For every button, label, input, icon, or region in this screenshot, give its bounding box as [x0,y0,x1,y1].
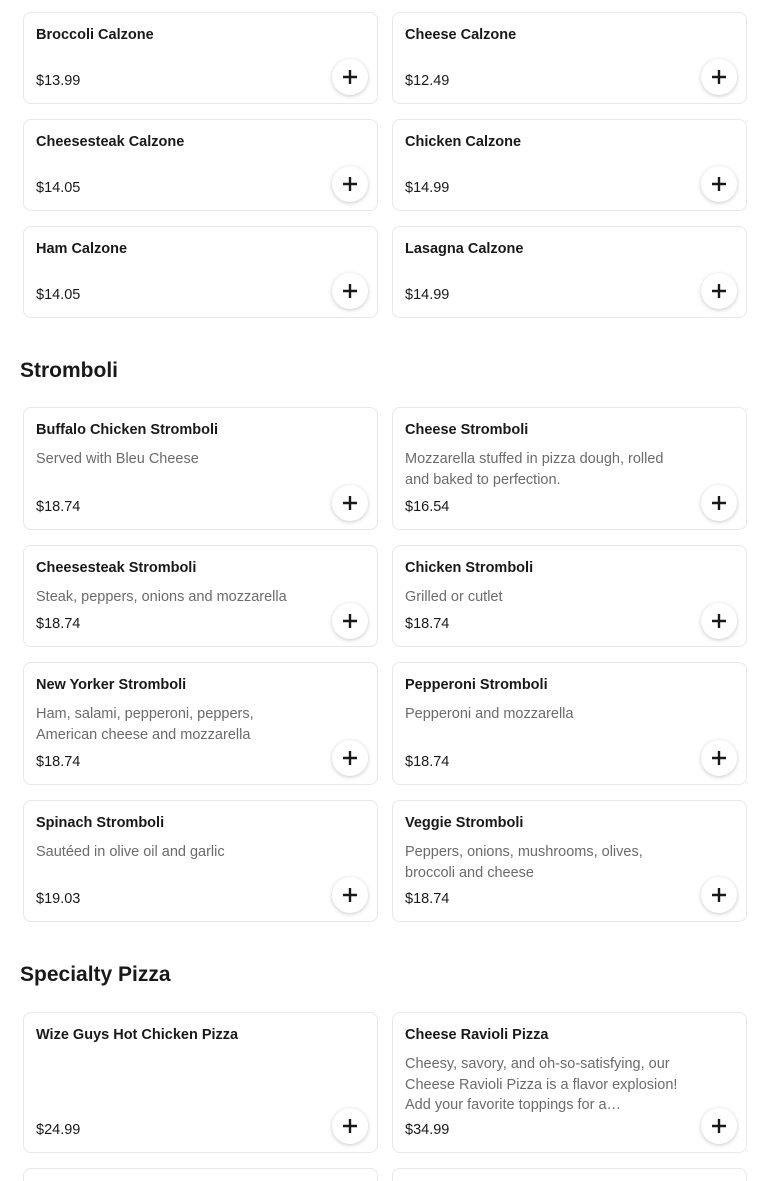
add-item-button[interactable] [332,740,368,776]
add-item-button[interactable] [701,166,737,202]
item-name: Buffalo Chicken Stromboli [36,422,219,438]
item-price: $16.54 [405,499,450,515]
item-price: $34.99 [405,1122,450,1138]
add-item-button[interactable] [701,485,737,521]
plus-icon [342,1118,358,1134]
item-price: $18.74 [405,891,450,907]
menu-item-card[interactable] [23,662,378,785]
add-item-button[interactable] [332,485,368,521]
plus-icon [342,750,358,766]
item-description: Cheesy, savory, and oh-so-satisfying, our Cheese Ravioli Pizza is a flavor explosion! Add your favorite toppings for a… [405,1056,678,1113]
item-price: $18.74 [36,754,81,770]
menu-item-card[interactable] [23,226,378,318]
item-price: $14.05 [36,287,81,303]
plus-icon [711,176,727,192]
item-price: $14.99 [405,180,450,196]
add-item-button[interactable] [332,273,368,309]
item-name: Ham Calzone [36,241,128,257]
add-item-button[interactable] [701,603,737,639]
item-name: Cheese Ravioli Pizza [405,1027,549,1043]
menu-item-card[interactable] [23,545,378,647]
menu-item-card[interactable] [23,407,378,530]
item-name: Cheese Stromboli [405,422,529,438]
plus-icon [342,495,358,511]
menu-item-card[interactable] [392,12,747,104]
plus-icon [342,613,358,629]
item-price: $24.99 [36,1122,81,1138]
item-name: Chicken Calzone [405,134,522,150]
item-name: Pepperoni Stromboli [405,677,548,693]
menu-item-card[interactable] [392,545,747,647]
item-price: $13.99 [36,73,81,89]
plus-icon [342,283,358,299]
plus-icon [711,495,727,511]
menu-item-card[interactable] [23,800,378,922]
add-item-button[interactable] [701,740,737,776]
menu-item-card[interactable] [392,407,747,530]
plus-icon [711,613,727,629]
item-price: $14.05 [36,180,81,196]
section-title-specialty-pizza: Specialty Pizza [20,963,171,986]
item-name: Spinach Stromboli [36,815,165,831]
item-description: Grilled or cutlet [405,589,503,605]
menu-item-card[interactable] [23,1168,378,1181]
item-description: Sautéed in olive oil and garlic [36,844,225,860]
item-name: Veggie Stromboli [405,815,524,831]
item-name: Broccoli Calzone [36,27,154,43]
item-price: $18.74 [36,616,81,632]
item-name: Cheesesteak Calzone [36,134,185,150]
add-item-button[interactable] [332,166,368,202]
item-name: New Yorker Stromboli [36,677,187,693]
menu-item-card[interactable] [392,800,747,922]
add-item-button[interactable] [332,59,368,95]
item-description: Ham, salami, pepperoni, peppers, American cheese and mozzarella [36,706,254,743]
section-title-stromboli: Stromboli [20,359,118,382]
item-description: Pepperoni and mozzarella [405,706,574,722]
menu-item-card[interactable] [392,1012,747,1153]
item-description: Peppers, onions, mushrooms, olives, broccoli and cheese [405,844,643,881]
menu-item-card[interactable] [23,1012,378,1153]
add-item-button[interactable] [332,1108,368,1144]
menu-item-card[interactable] [392,226,747,318]
plus-icon [711,69,727,85]
item-name: Cheese Calzone [405,27,517,43]
menu-item-card[interactable] [392,662,747,785]
item-price: $18.74 [405,616,450,632]
item-name: Chicken Stromboli [405,560,534,576]
plus-icon [342,176,358,192]
add-item-button[interactable] [701,59,737,95]
item-description: Served with Bleu Cheese [36,451,199,467]
plus-icon [342,69,358,85]
item-name: Lasagna Calzone [405,241,524,257]
item-name: Wize Guys Hot Chicken Pizza [36,1027,239,1043]
item-name: Cheesesteak Stromboli [36,560,197,576]
item-price: $19.03 [36,891,81,907]
menu-item-card[interactable] [23,119,378,211]
item-description: Steak, peppers, onions and mozzarella [36,589,287,605]
menu-item-card[interactable] [392,1168,747,1181]
plus-icon [711,750,727,766]
add-item-button[interactable] [701,273,737,309]
item-price: $18.74 [36,499,81,515]
menu-item-card[interactable] [23,12,378,104]
add-item-button[interactable] [701,1108,737,1144]
item-price: $12.49 [405,73,450,89]
item-price: $14.99 [405,287,450,303]
menu-item-card[interactable] [392,119,747,211]
plus-icon [711,283,727,299]
plus-icon [711,887,727,903]
plus-icon [342,887,358,903]
item-price: $18.74 [405,754,450,770]
plus-icon [711,1118,727,1134]
item-description: Mozzarella stuffed in pizza dough, rolled and baked to perfection. [405,451,664,488]
add-item-button[interactable] [332,603,368,639]
add-item-button[interactable] [701,877,737,913]
add-item-button[interactable] [332,877,368,913]
